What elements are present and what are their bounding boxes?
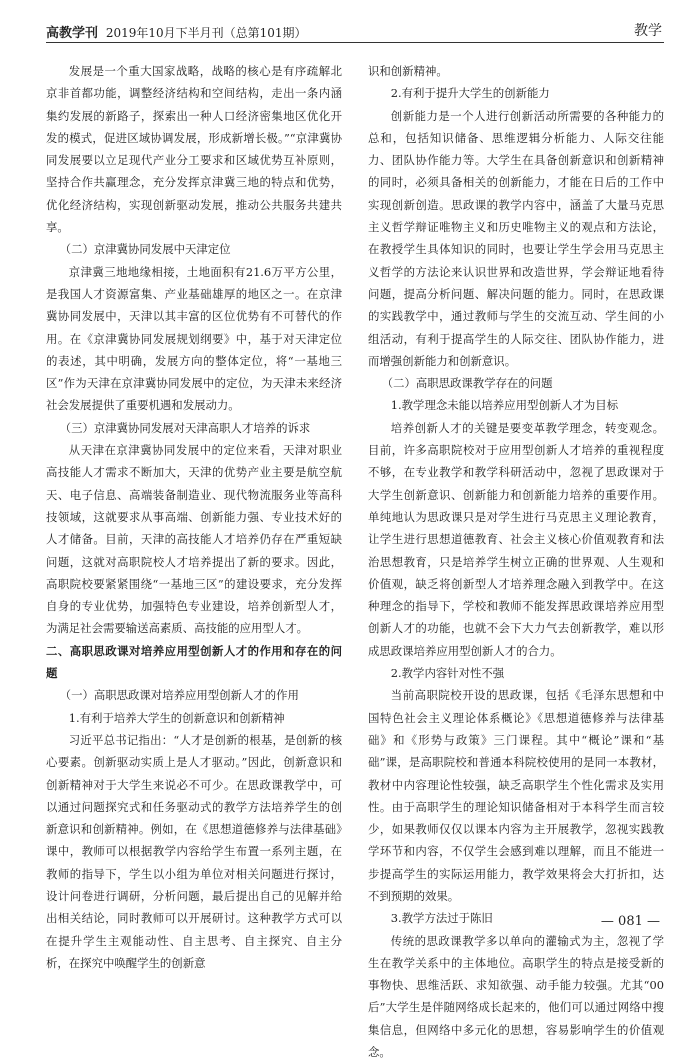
subsection-heading: （三）京津冀协同发展对天津高职人才培养的诉求	[59, 420, 311, 435]
numbered-heading: 2.教学内容针对性不强	[390, 666, 505, 681]
subsection-heading: （二）京津冀协同发展中天津定位	[59, 242, 231, 257]
section-label: 教学	[634, 23, 662, 39]
header-rule	[46, 42, 664, 43]
paragraph: 培养创新人才的关键是要变革教学理念，转变观念。目前，许多高职院校对于应用型创新人才培养的重视程度不够，在专业教学和教学科研活动中，忽视了思政课对于大学生创新意识、创新能力和创新能力培养的重要作用。单纯地认为思政课只是对学生进行马克思主义理论教育，让学生进行思想道德教育、社会主义核心价值观教育和法治思想教育，只是培养学生树立正确的世界观、人生观和价值观，缺乏将创新型人才培养理念融入到教学中。在这种理念的指导下，学校和教师不能发挥思政课培养应用型创新人才的功能，也就不会下大力气去创新教学，难以形成思政课培养应用型创新人才的合力。	[368, 420, 664, 658]
paragraph: 从天津在京津冀协同发展中的定位来看，天津对职业高技能人才需求不断加大，天津的优势产业主要是航空航天、电子信息、高端装备制造业、现代物流服务业等高科技领域，这就要求从事高端、创新能力强、专业技术好的人才储备。目前，天津的高技能人才培养仍存在严重短缺问题，这就对高职院校人才培养提出了新的要求。因此，高职院校要紧紧围绕“一基地三区”的建设要求，充分发挥自身的专业优势，加强特色专业建设，培养创新型人才，为满足社会需要输送高素质、高技能的应用型人才。	[46, 443, 342, 636]
paragraph: 习近平总书记指出：“人才是创新的根基，是创新的核心要素。创新驱动实质上是人才驱动。”因此，创新意识和创新精神对于大学生来说必不可少。在思政课教学中，可以通过问题探究式和任务驱动式的教学方法培养学生的创新意识和创新精神。例如，在《思想道德修养与法律基础》课中，教师可以根据教学内容给学生布置一系列主题，在教师的指导下，学生以小组为单位对相关问题进行探讨，设计问卷进行调研，分析问题，最后提出自己的见解并给出相关结论，同时教师可以开展研讨。这种教学方式可以在提升学生主观能动性、自主思考、自主探究、自主分析，在探究中唤醒学生的创新意	[46, 732, 342, 970]
paragraph: 传统的思政课教学多以单向的灌输式为主，忽视了学生在教学关系中的主体地位。高职学生的特点是接受新的事物快、思维活跃、求知欲强、动手能力较强。尤其“00后”大学生是伴随网络成长起来的，他们可以通过网络中搜集信息，但网络中多元化的思想，容易影响学生的价值观念。	[368, 933, 664, 1060]
page-header	[46, 14, 664, 44]
journal-issue: 2019年10月下半月刊（总第101期）	[105, 26, 307, 40]
numbered-heading: 3.教学方法过于陈旧	[390, 911, 493, 926]
journal-info	[46, 22, 307, 41]
paragraph: 创新能力是一个人进行创新活动所需要的各种能力的总和，包括知识储备、思维逻辑分析能力、人际交往能力、团队协作能力等。大学生在具备创新意识和创新精神的同时，必须具备相关的创新能力，才能在日后的工作中实现创新创造。思政课的教学内容中，涵盖了大量马克思主义哲学辩证唯物主义和历史唯物主义的观点和方法论，在教授学生具体知识的同时，也要让学生学会用马克思主义哲学的方法论来认识世界和改造世界，学会辩证地看待问题，提高分析问题、解决问题的能力。同时，在思政课的实践教学中，通过教师与学生的交流互动、学生间的小组活动，有利于提高学生的人际交往、团队协作能力，进而增强创新能力和创新意识。	[368, 108, 664, 368]
paragraph: 京津冀三地地缘相接，土地面积有21.6万平方公里，是我国人才资源富集、产业基础雄厚的地区之一。在京津冀协同发展中，天津以其丰富的区位优势有不可替代的作用。在《京津冀协同发展规划纲要》中，基于对天津定位的表述，其中明确，发展方向的整体定位，将“一基地三区”作为天津在京津冀协同发展中的定位，为天津未来经济社会发展提供了重要机遇和发展动力。	[46, 264, 342, 413]
paragraph: 识和创新精神。	[368, 64, 448, 78]
section-heading: 二、高职思政课对培养应用型创新人才的作用和存在的问题	[46, 643, 342, 681]
subsection-heading: （二）高职思政课教学存在的问题	[381, 376, 553, 391]
subsection-heading: （一）高职思政课对培养应用型创新人才的作用	[59, 688, 299, 703]
numbered-heading: 2.有利于提升大学生的创新能力	[390, 86, 550, 101]
page-number: — 081 —	[600, 914, 660, 929]
paragraph: 发展是一个重大国家战略，战略的核心是有序疏解北京非首都功能，调整经济结构和空间结构，走出一条内涵集约发展的新路子，探索出一种人口经济密集地区优化开发的模式，促进区域协调发展，形成新增长极。”“京津冀协同发展要以立足现代产业分工要求和区域优势互补原则，坚持合作共赢理念，充分发挥京津冀三地的特点和优势，优化经济结构，实现创新驱动发展，推动公共服务共建共享。	[46, 64, 342, 235]
paragraph: 当前高职院校开设的思政课，包括《毛泽东思想和中国特色社会主义理论体系概论》《思想道德修养与法律基础》和《形势与政策》三门课程。其中“概论”课和“基础”课，是高职院校和普通本科院校使用的是同一本教材，教材中内容理论性较强，缺乏高职学生个性化需求及实用性。由于高职学生的理论知识储备相对于本科学生而言较少，如果教师仅仅以课本内容为主开展教学，忽视实践教学环节和内容，不仅学生会感到难以理解，而且不能进一步提高学生的实际运用能力，教学效果将会大打折扣，达不到预期的效果。	[368, 688, 664, 903]
journal-name: 高教学刊	[46, 26, 99, 41]
numbered-heading: 1.有利于培养大学生的创新意识和创新精神	[68, 710, 285, 725]
numbered-heading: 1.教学理念未能以培养应用型创新人才为目标	[390, 398, 619, 413]
left-column	[46, 60, 342, 974]
right-column	[368, 60, 664, 1063]
